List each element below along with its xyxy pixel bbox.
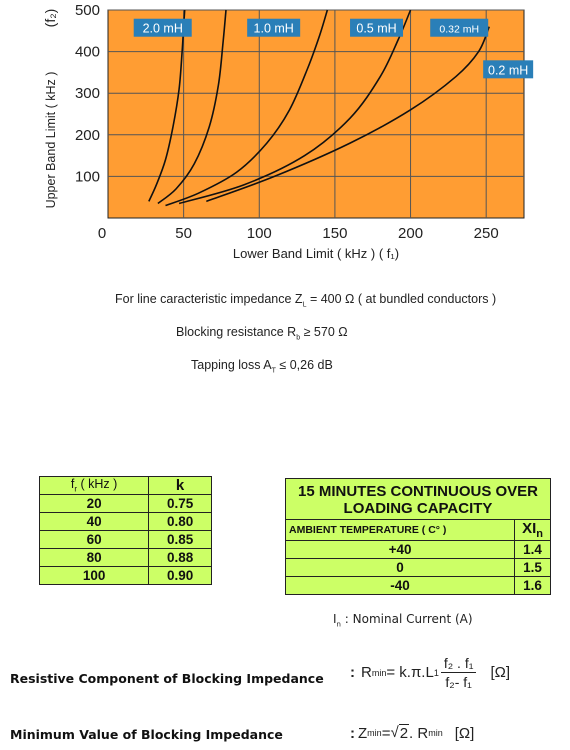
- x-tick-label: 200: [398, 225, 424, 242]
- table-header-row: [286, 520, 551, 541]
- table-row: [286, 541, 551, 559]
- y-tick-label: 300: [74, 85, 100, 103]
- table-header-row: [40, 477, 212, 495]
- cell-temp: 0: [286, 559, 515, 577]
- x-tick-label: 250: [473, 225, 499, 242]
- cell-f: 20: [40, 495, 149, 513]
- resistive-formula: : R min = k.π.L 1 $\frac{\text{f₂ . f₁}}{\text{f₂- f₁}}$ [Ω]: [350, 655, 511, 690]
- header-k: k: [149, 477, 212, 495]
- y-tick-label: 100: [74, 168, 100, 186]
- y-tick-label: 500: [74, 2, 100, 19]
- cell-xl: 1.5: [515, 559, 551, 577]
- table-row: [40, 513, 212, 531]
- cell-xl: 1.6: [515, 577, 551, 595]
- x-tick-label: 0: [97, 225, 107, 242]
- cell-k: 0.80: [149, 513, 212, 531]
- series-label: 0.2 mH: [488, 63, 529, 78]
- cell-k: 0.85: [149, 531, 212, 549]
- x-tick-label: 150: [322, 225, 348, 242]
- series-label: 0.5 mH: [356, 21, 397, 36]
- nominal-current-note: $I_n$ : Nominal Current (A): [333, 612, 473, 629]
- table-row: [40, 567, 212, 585]
- cell-temp: -40: [286, 577, 515, 595]
- square-root: √ 2: [390, 724, 409, 742]
- minimum-formula: : Z min = √ 2 . R min [Ω]: [350, 724, 475, 742]
- y-axis-label: Upper Band Limit ( kHz ): [44, 71, 58, 209]
- table-row: [40, 549, 212, 567]
- x-tick-label: 100: [246, 225, 272, 242]
- minimum-label: Minimum Value of Blocking Impedance: [10, 727, 283, 742]
- overload-capacity-table: [285, 478, 551, 595]
- header-xl: $XI_n$: [515, 520, 551, 541]
- series-label: 0.32 mH: [439, 23, 480, 36]
- cell-k: 0.88: [149, 549, 212, 567]
- cell-k: 0.90: [149, 567, 212, 585]
- impedance-note: For line caracteristic impedance $Z_L = 400$ Ω ( at bundled conductors ): [115, 292, 497, 309]
- tapping-note: Tapping loss $A_T \le 0,26$ dB: [191, 358, 333, 375]
- cell-temp: +40: [286, 541, 515, 559]
- cell-f: 40: [40, 513, 149, 531]
- cell-k: 0.75: [149, 495, 212, 513]
- x-axis-label: Lower Band Limit ( kHz ) ( f₁): [232, 246, 400, 261]
- y-tick-label: 400: [74, 43, 100, 61]
- series-label: 2.0 mH: [142, 21, 183, 36]
- table-title: 15 MINUTES CONTINUOUS OVER LOADING CAPACITY: [286, 479, 551, 520]
- y-tick-label: 200: [74, 126, 100, 144]
- table-row: [40, 531, 212, 549]
- resistive-label: Resistive Component of Blocking Impedance: [10, 671, 324, 686]
- table-row: [40, 495, 212, 513]
- band-limit-chart: [0, 0, 570, 280]
- cell-f: 100: [40, 567, 149, 585]
- k-factor-table: [39, 476, 212, 585]
- fraction: $\frac{\text{f₂ . f₁}}{\text{f₂- f₁}}$: [441, 655, 477, 690]
- x-tick-label: 50: [175, 225, 192, 242]
- table-row: [286, 559, 551, 577]
- cell-f: 80: [40, 549, 149, 567]
- y-axis-symbol: (f₂): [42, 8, 58, 28]
- cell-f: 60: [40, 531, 149, 549]
- plot-area: [108, 10, 524, 218]
- cell-xl: 1.4: [515, 541, 551, 559]
- table-row: [286, 577, 551, 595]
- header-frequency: $f_r$ ( kHz ): [40, 477, 149, 495]
- series-label: 1.0 mH: [253, 21, 294, 36]
- resistance-note: Blocking resistance $R_b \ge 570$ Ω: [176, 325, 348, 342]
- header-temperature: AMBIENT TEMPERATURE ( C° ): [286, 520, 515, 541]
